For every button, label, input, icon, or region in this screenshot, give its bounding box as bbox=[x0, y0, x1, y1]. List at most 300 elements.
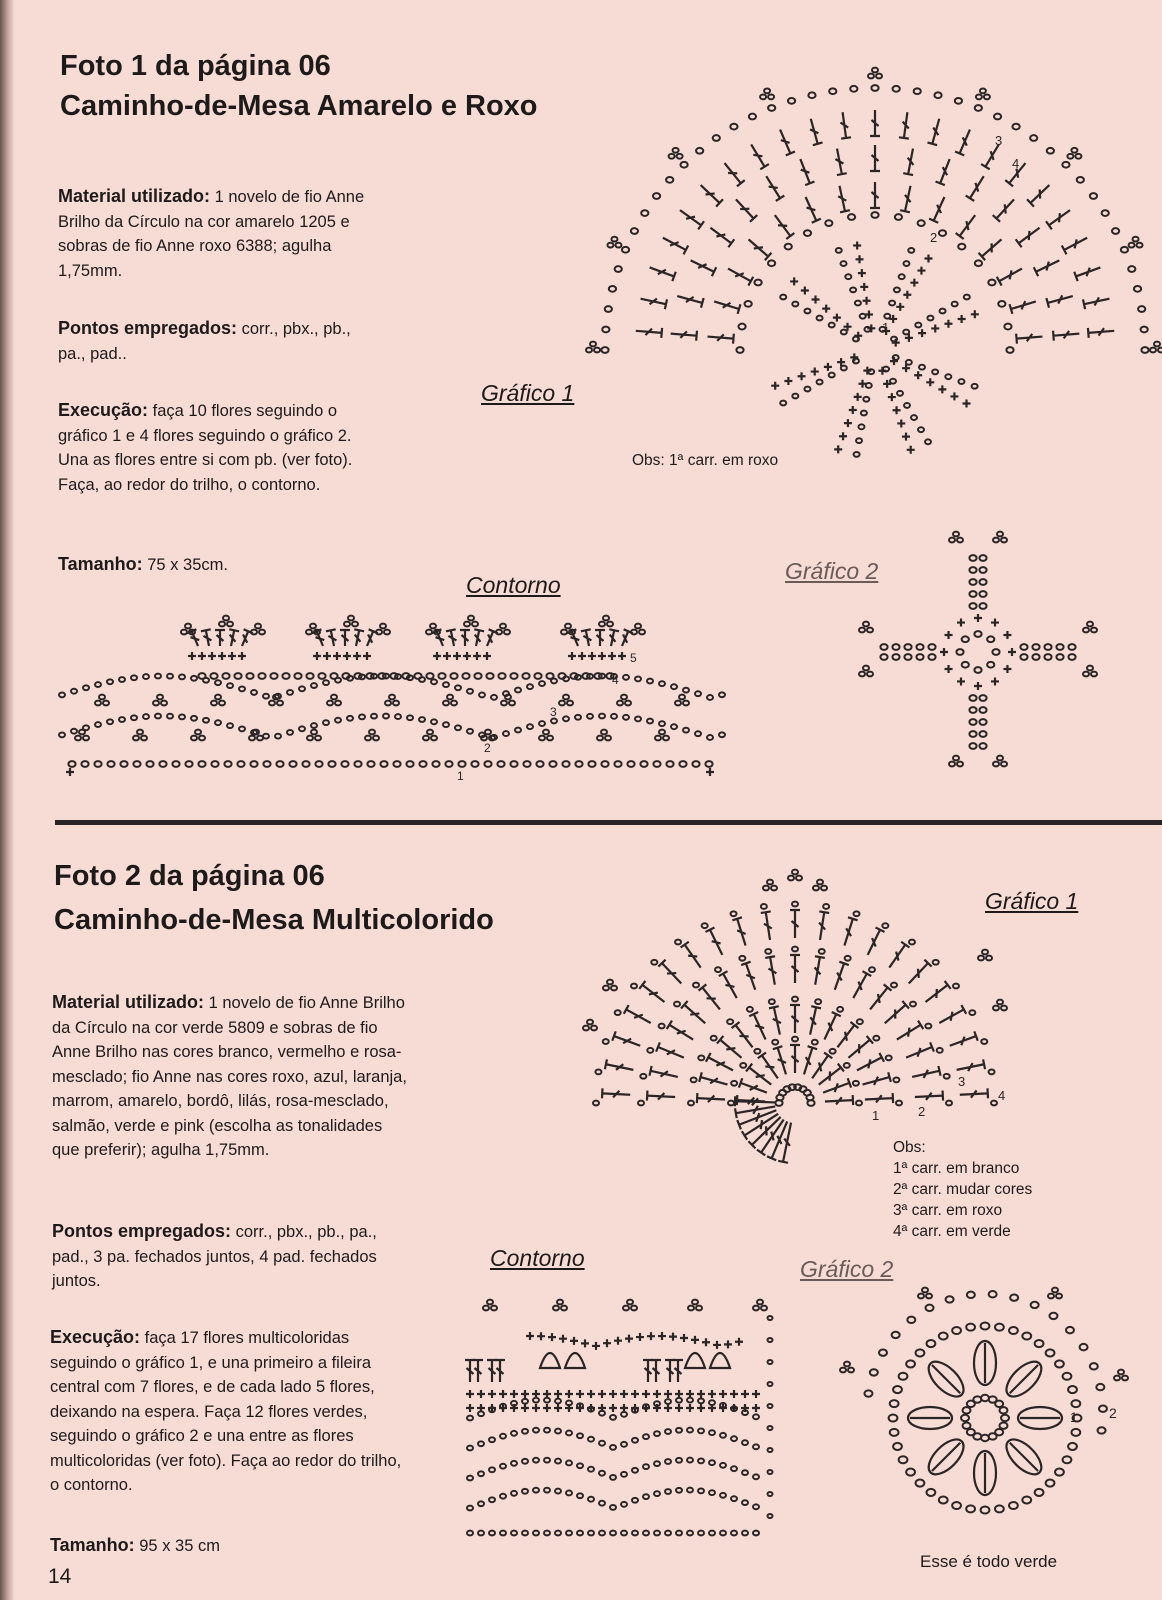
double-crochet bbox=[624, 1005, 651, 1023]
chain-stitch bbox=[615, 266, 622, 272]
chain-stitch bbox=[981, 1039, 987, 1044]
chain-stitch bbox=[967, 1292, 975, 1298]
row-number: 2 bbox=[918, 1104, 926, 1119]
chain-stitch bbox=[886, 1055, 892, 1060]
obs-line: 3ª carr. em roxo bbox=[893, 1202, 1003, 1219]
chain-stitch bbox=[859, 628, 865, 633]
chain-stitch bbox=[522, 1399, 528, 1404]
chain-stitch bbox=[768, 1492, 773, 1496]
chain-stitch bbox=[696, 148, 703, 154]
chain-stitch bbox=[1129, 243, 1135, 248]
material-label: Material utilizado: bbox=[58, 186, 211, 206]
chain-stitch bbox=[964, 295, 970, 300]
single-crochet bbox=[532, 1404, 540, 1412]
double-crochet bbox=[201, 629, 212, 646]
double-crochet bbox=[825, 1095, 853, 1105]
double-crochet bbox=[819, 911, 829, 939]
double-crochet bbox=[909, 960, 932, 984]
chain-stitch bbox=[159, 761, 166, 767]
double-crochet bbox=[840, 112, 851, 138]
chain-stitch bbox=[981, 1506, 990, 1513]
chain-stitch bbox=[327, 701, 333, 706]
chain-stitch bbox=[691, 1077, 697, 1082]
chain-stitch bbox=[1022, 1496, 1031, 1503]
chain-stitch bbox=[1068, 1443, 1077, 1450]
chain-stitch bbox=[533, 1531, 539, 1536]
chain-stitch bbox=[500, 1464, 506, 1469]
chain-stitch bbox=[679, 761, 686, 767]
chain-stitch bbox=[897, 391, 903, 396]
double-crochet bbox=[956, 215, 976, 239]
single-crochet bbox=[477, 1404, 485, 1412]
chain-stitch bbox=[753, 1414, 759, 1419]
section2-title-line2: Caminho-de-Mesa Multicolorido bbox=[54, 904, 494, 936]
chain-stitch bbox=[742, 1531, 748, 1536]
double-crochet bbox=[710, 228, 734, 248]
chain-stitch bbox=[185, 624, 191, 629]
chain-stitch bbox=[1083, 672, 1089, 677]
chain-stitch bbox=[431, 679, 437, 684]
single-crochet bbox=[854, 332, 862, 340]
chain-stitch bbox=[736, 347, 743, 353]
chain-stitch bbox=[906, 360, 912, 365]
chain-stitch bbox=[431, 719, 437, 724]
chain-stitch bbox=[969, 579, 976, 585]
chain-stitch bbox=[483, 1306, 489, 1311]
chain-stitch bbox=[671, 724, 677, 729]
chain-stitch bbox=[845, 274, 851, 279]
single-crochet bbox=[483, 652, 491, 660]
chain-stitch bbox=[607, 622, 613, 627]
single-crochet bbox=[844, 419, 852, 427]
chain-stitch bbox=[107, 679, 113, 684]
chain-stitch bbox=[107, 719, 113, 724]
chain-stitch bbox=[211, 761, 218, 767]
chain-stitch bbox=[876, 74, 882, 79]
chain-stitch bbox=[841, 261, 847, 266]
single-crochet bbox=[631, 1390, 639, 1398]
chain-stitch bbox=[354, 673, 361, 679]
single-crochet bbox=[811, 368, 819, 376]
chain-stitch bbox=[768, 1514, 773, 1518]
chain-stitch bbox=[893, 1386, 902, 1393]
chain-stitch bbox=[890, 1429, 899, 1436]
chain-stitch bbox=[491, 695, 497, 700]
chain-stitch bbox=[979, 707, 986, 713]
chain-stitch bbox=[563, 716, 569, 721]
chain-stitch bbox=[753, 1306, 759, 1311]
double-crochet bbox=[717, 1036, 742, 1058]
chain-stitch bbox=[302, 761, 309, 767]
section2-grafico2-diagram bbox=[855, 1288, 1145, 1548]
chain-stitch bbox=[311, 730, 317, 735]
chain-stitch bbox=[179, 674, 185, 679]
chain-stitch bbox=[1009, 1327, 1018, 1334]
chain-stitch bbox=[549, 761, 556, 767]
chain-stitch bbox=[478, 1501, 484, 1506]
chain-stitch bbox=[347, 716, 353, 721]
single-crochet bbox=[477, 1390, 485, 1398]
chain-stitch bbox=[709, 1430, 715, 1435]
single-crochet bbox=[903, 291, 911, 299]
chain-stitch bbox=[808, 92, 815, 98]
double-crochet bbox=[602, 1088, 630, 1098]
chain-stitch bbox=[643, 1494, 649, 1499]
chain-stitch bbox=[742, 1440, 748, 1445]
double-crochet bbox=[1083, 297, 1109, 309]
chain-stitch bbox=[958, 379, 964, 384]
single-crochet bbox=[957, 619, 965, 627]
chain-stitch bbox=[962, 662, 969, 668]
double-crochet bbox=[1074, 267, 1100, 281]
chain-stitch bbox=[698, 1398, 704, 1403]
chain-stitch bbox=[191, 716, 197, 721]
chain-stitch bbox=[654, 1531, 660, 1536]
single-crochet bbox=[686, 1390, 694, 1398]
chain-stitch bbox=[1083, 628, 1089, 633]
single-crochet bbox=[686, 1404, 694, 1412]
chain-stitch bbox=[426, 630, 432, 635]
chain-stitch bbox=[792, 394, 798, 399]
chain-stitch bbox=[610, 1505, 616, 1510]
chain-stitch bbox=[462, 673, 469, 679]
chain-stitch bbox=[753, 1531, 759, 1536]
single-crochet bbox=[587, 1390, 595, 1398]
chain-stitch bbox=[551, 719, 557, 724]
chain-stitch bbox=[467, 729, 473, 734]
chain-stitch bbox=[59, 692, 65, 697]
chain-stitch bbox=[467, 1416, 473, 1421]
single-crochet bbox=[680, 1334, 688, 1342]
chain-stitch bbox=[141, 736, 147, 741]
chain-stitch bbox=[692, 761, 699, 767]
chain-stitch bbox=[893, 1077, 899, 1082]
chain-stitch bbox=[688, 1306, 694, 1311]
pontos-text: corr., pbx., pb., pa., pad., 3 pa. fechados juntos, 4 pad. fechados juntos. bbox=[52, 1223, 377, 1290]
chain-stitch bbox=[443, 701, 449, 706]
chain-stitch bbox=[1075, 154, 1081, 159]
chain-stitch bbox=[622, 247, 629, 253]
chain-stitch bbox=[590, 342, 596, 347]
chain-stitch bbox=[143, 714, 149, 719]
double-crochet bbox=[912, 1066, 940, 1078]
single-crochet bbox=[892, 339, 900, 347]
chain-stitch bbox=[666, 177, 673, 183]
single-crochet bbox=[608, 652, 616, 660]
chain-stitch bbox=[486, 673, 493, 679]
double-crochet bbox=[838, 186, 850, 212]
double-crochet bbox=[663, 238, 688, 255]
chain-stitch bbox=[294, 673, 301, 679]
single-crochet bbox=[893, 406, 901, 414]
section1-contorno-caption: Contorno bbox=[466, 572, 561, 598]
chain-stitch bbox=[1035, 1340, 1044, 1347]
chain-stitch bbox=[892, 644, 899, 650]
single-crochet bbox=[532, 1390, 540, 1398]
chain-stitch bbox=[979, 603, 986, 609]
chain-stitch bbox=[544, 1398, 550, 1403]
chain-stitch bbox=[969, 695, 976, 701]
section2-grafico2-note: Esse é todo verde bbox=[920, 1552, 1058, 1571]
obs-line: 2ª carr. mudar cores bbox=[893, 1181, 1033, 1198]
chain-stitch bbox=[792, 1037, 798, 1042]
double-crochet bbox=[446, 629, 457, 646]
chain-stitch bbox=[1099, 1406, 1107, 1412]
chain-stitch bbox=[780, 295, 786, 300]
chain-stitch bbox=[698, 1458, 704, 1463]
double-crochet bbox=[800, 159, 814, 185]
chain-stitch bbox=[738, 324, 745, 330]
chain-stitch bbox=[617, 701, 623, 706]
double-crochet bbox=[739, 1078, 767, 1092]
chain-stitch bbox=[707, 695, 713, 700]
svg-text:3: 3 bbox=[995, 133, 1003, 148]
section-divider bbox=[55, 820, 1162, 825]
chain-stitch bbox=[665, 1489, 671, 1494]
chain-stitch bbox=[198, 673, 205, 679]
chain-stitch bbox=[853, 1081, 859, 1086]
single-crochet bbox=[801, 286, 809, 294]
chain-stitch bbox=[511, 1491, 517, 1496]
chain-stitch bbox=[380, 761, 387, 767]
chain-stitch bbox=[599, 1471, 605, 1476]
chain-stitch bbox=[310, 624, 316, 629]
section2-contorno-diagram bbox=[470, 1298, 800, 1568]
chain-stitch bbox=[969, 731, 976, 737]
chain-stitch bbox=[980, 88, 986, 93]
chain-stitch bbox=[969, 555, 976, 561]
chain-stitch bbox=[543, 730, 549, 735]
chain-stitch bbox=[335, 701, 341, 706]
chain-stitch bbox=[976, 94, 982, 99]
chain-stitch bbox=[359, 714, 365, 719]
chain-stitch bbox=[906, 1360, 915, 1367]
section2-grafico1-diagram bbox=[580, 868, 1050, 1198]
double-crochet bbox=[706, 1053, 733, 1070]
chain-stitch bbox=[675, 940, 681, 945]
chain-stitch bbox=[632, 1531, 638, 1536]
single-crochet bbox=[833, 314, 841, 322]
chain-stitch bbox=[539, 721, 545, 726]
double-crochet bbox=[810, 1006, 821, 1034]
chain-stitch bbox=[419, 717, 425, 722]
chain-stitch bbox=[986, 956, 992, 961]
chain-stitch bbox=[621, 1442, 627, 1447]
chain-stitch bbox=[705, 761, 712, 767]
double-crochet bbox=[806, 197, 821, 223]
chain-stitch bbox=[504, 630, 510, 635]
chain-stitch bbox=[307, 736, 313, 741]
chain-stitch bbox=[389, 695, 395, 700]
double-crochet bbox=[979, 239, 1002, 260]
chain-stitch bbox=[263, 761, 270, 767]
chain-stitch bbox=[1077, 177, 1084, 183]
chain-stitch bbox=[219, 622, 225, 627]
chain-stitch bbox=[566, 1461, 572, 1466]
chain-stitch bbox=[395, 714, 401, 719]
double-crochet bbox=[844, 917, 857, 945]
chain-stitch bbox=[1071, 1429, 1080, 1436]
single-crochet bbox=[910, 279, 918, 287]
chain-stitch bbox=[384, 630, 390, 635]
chain-stitch bbox=[967, 1429, 975, 1435]
chain-stitch bbox=[83, 685, 89, 690]
chain-stitch bbox=[299, 686, 305, 691]
single-crochet bbox=[691, 1336, 699, 1344]
double-crochet bbox=[326, 629, 337, 646]
chain-stitch bbox=[527, 684, 533, 689]
section1-material bbox=[58, 184, 368, 283]
chain-stitch bbox=[632, 1498, 638, 1503]
chain-stitch bbox=[632, 1438, 638, 1443]
chain-stitch bbox=[792, 870, 798, 875]
chain-stitch bbox=[591, 1026, 597, 1031]
chain-stitch bbox=[269, 701, 275, 706]
double-crochet bbox=[691, 260, 717, 276]
chain-stitch bbox=[979, 743, 986, 749]
double-crochet bbox=[751, 144, 769, 169]
double-crochet bbox=[765, 956, 776, 984]
chain-stitch bbox=[68, 761, 75, 767]
single-crochet bbox=[463, 652, 471, 660]
chain-stitch bbox=[695, 731, 701, 736]
chain-stitch bbox=[768, 1426, 773, 1430]
chain-stitch bbox=[369, 730, 375, 735]
chain-stitch bbox=[555, 1531, 561, 1536]
chain-stitch bbox=[687, 1458, 693, 1463]
chain-stitch bbox=[880, 644, 887, 650]
single-crochet bbox=[473, 652, 481, 660]
chain-stitch bbox=[458, 761, 465, 767]
chain-stitch bbox=[792, 302, 798, 307]
chain-stitch bbox=[107, 761, 114, 767]
chain-stitch bbox=[489, 1497, 495, 1502]
double-crochet bbox=[835, 962, 849, 990]
chain-stitch bbox=[561, 1306, 567, 1311]
chain-stitch bbox=[823, 904, 829, 909]
chain-stitch bbox=[768, 94, 774, 99]
chain-stitch bbox=[911, 415, 917, 420]
chain-stitch bbox=[472, 622, 478, 627]
chain-stitch bbox=[371, 714, 377, 719]
double-crochet bbox=[790, 1005, 800, 1033]
chain-stitch bbox=[1044, 644, 1051, 650]
chain-stitch bbox=[979, 555, 986, 561]
chain-stitch bbox=[932, 369, 938, 374]
chain-stitch bbox=[71, 689, 77, 694]
chain-stitch bbox=[215, 720, 221, 725]
cluster-stitch bbox=[685, 1353, 705, 1368]
chain-stitch bbox=[71, 729, 77, 734]
single-crochet bbox=[849, 406, 857, 414]
chain-stitch bbox=[962, 636, 969, 642]
chain-stitch bbox=[749, 114, 756, 120]
section1-grafico1-obs: Obs: 1ª carr. em roxo bbox=[632, 452, 779, 469]
chain-stitch bbox=[904, 403, 910, 408]
single-crochet bbox=[568, 652, 576, 660]
chain-stitch bbox=[709, 1460, 715, 1465]
section2-grafico1-caption: Gráfico 1 bbox=[985, 888, 1079, 914]
chain-stitch bbox=[1137, 243, 1143, 248]
chain-stitch bbox=[555, 1399, 561, 1404]
chain-stitch bbox=[511, 1461, 517, 1466]
chain-stitch bbox=[866, 383, 872, 388]
chain-stitch bbox=[94, 761, 101, 767]
single-crochet bbox=[724, 1340, 732, 1348]
chain-stitch bbox=[683, 728, 689, 733]
chain-stitch bbox=[891, 983, 897, 988]
chain-stitch bbox=[468, 616, 474, 621]
chain-stitch bbox=[167, 714, 173, 719]
chain-stitch bbox=[899, 1373, 908, 1380]
chain-stitch bbox=[1068, 654, 1075, 660]
chain-stitch bbox=[768, 260, 775, 266]
chain-stitch bbox=[1020, 654, 1027, 660]
chain-stitch bbox=[925, 1024, 931, 1029]
single-crochet bbox=[592, 1342, 600, 1350]
chain-stitch bbox=[850, 287, 856, 292]
chain-stitch bbox=[522, 1429, 528, 1434]
chain-stitch bbox=[588, 1437, 594, 1442]
chain-stitch bbox=[958, 244, 965, 250]
chain-stitch bbox=[287, 690, 293, 695]
chain-stitch bbox=[1001, 1415, 1009, 1421]
chain-stitch bbox=[966, 1324, 975, 1331]
chain-stitch bbox=[953, 984, 959, 989]
chain-stitch bbox=[987, 662, 994, 668]
single-crochet bbox=[323, 652, 331, 660]
chain-stitch bbox=[276, 761, 283, 767]
chain-stitch bbox=[916, 654, 923, 660]
chain-stitch bbox=[871, 85, 878, 91]
chain-stitch bbox=[625, 701, 631, 706]
chain-stitch bbox=[683, 701, 689, 706]
chain-stitch bbox=[365, 736, 371, 741]
single-crochet bbox=[991, 619, 999, 627]
chain-stitch bbox=[679, 695, 685, 700]
chain-stitch bbox=[882, 923, 888, 928]
chain-stitch bbox=[605, 306, 612, 312]
chain-stitch bbox=[859, 672, 865, 677]
chain-stitch bbox=[533, 1458, 539, 1463]
single-crochet bbox=[653, 1390, 661, 1398]
double-crochet bbox=[658, 960, 681, 984]
chain-stitch bbox=[893, 1443, 902, 1450]
chain-stitch bbox=[692, 1300, 698, 1305]
chain-stitch bbox=[731, 1436, 737, 1441]
single-crochet bbox=[839, 432, 847, 440]
double-crochet bbox=[810, 119, 822, 145]
chain-stitch bbox=[407, 715, 413, 720]
chain-stitch bbox=[610, 1415, 616, 1420]
double-crochet bbox=[853, 971, 871, 998]
row-number: 3 bbox=[958, 1074, 966, 1089]
single-crochet bbox=[488, 1390, 496, 1398]
single-crochet bbox=[730, 1390, 738, 1398]
chain-stitch bbox=[768, 1448, 773, 1452]
chain-stitch bbox=[259, 630, 265, 635]
chain-stitch bbox=[953, 532, 959, 537]
single-crochet bbox=[950, 392, 958, 400]
chain-stitch bbox=[522, 1489, 528, 1494]
chain-stitch bbox=[979, 579, 986, 585]
chain-stitch bbox=[894, 287, 900, 292]
chain-stitch bbox=[788, 876, 794, 881]
chain-stitch bbox=[555, 1459, 561, 1464]
chain-stitch bbox=[594, 348, 600, 353]
chain-stitch bbox=[867, 628, 873, 633]
chain-stitch bbox=[623, 1306, 629, 1311]
